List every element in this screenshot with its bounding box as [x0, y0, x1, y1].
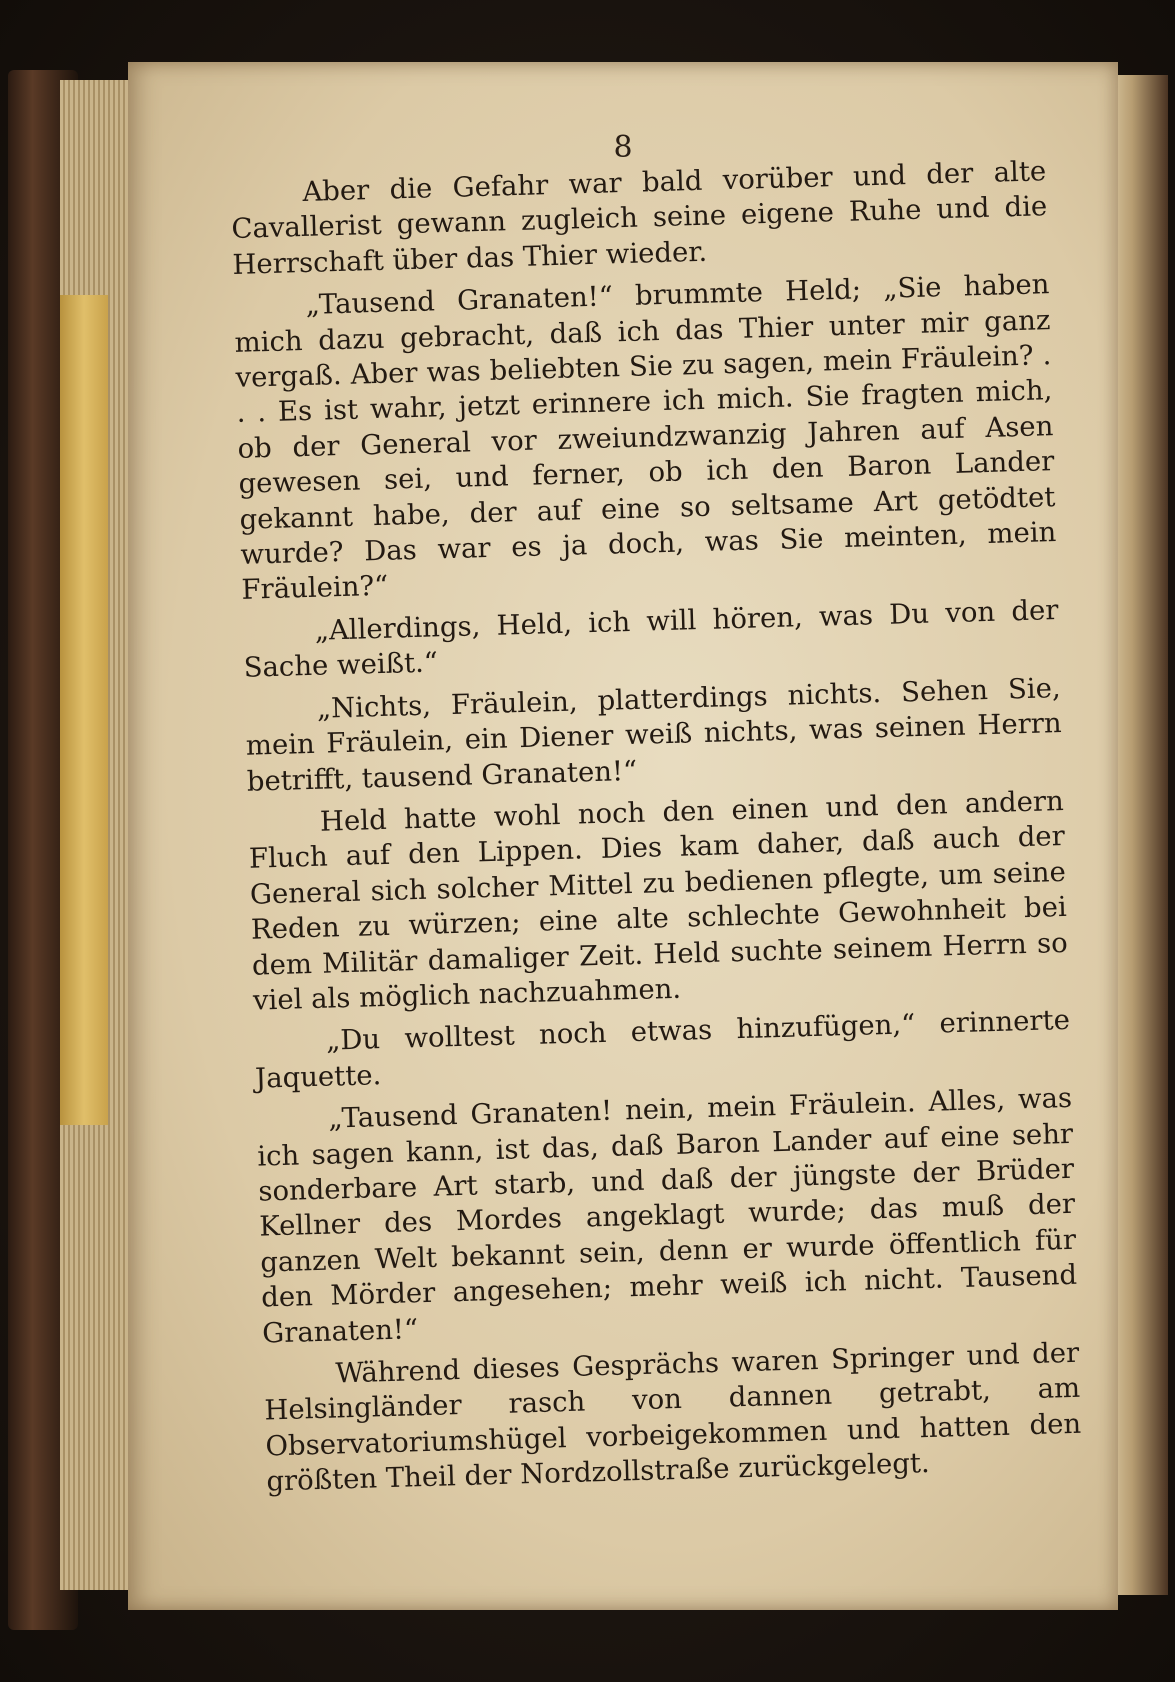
paragraph: Held hatte wohl noch den einen und den andern Fluch auf den Lippen. Dies kam daher, daß auch der General sich solcher Mittel zu bedienen pflegte, um seine Reden zu würzen; eine alte schlechte Gewohnheit bei dem Militär damaliger Zeit. Held suchte seinem Herrn so viel als möglich nachzuahmen. — [248, 784, 1069, 1017]
body-text — [230, 154, 1083, 1507]
paragraph: „Du wolltest noch etwas hinzufügen,“ erinnerte Jaquette. — [254, 1004, 1071, 1095]
paragraph: „Nichts, Fräulein, platterdings nichts. Sehen Sie, mein Fräulein, ein Diener weiß nichts, was seinen Herrn betrifft, tausend Granaten!“ — [245, 671, 1063, 798]
book-page — [128, 62, 1118, 1610]
paragraph: Aber die Gefahr war bald vorüber und der alte Cavallerist gewann zugleich seine eigene Ruhe und die Herrschaft über das Thier wieder. — [231, 155, 1048, 281]
paragraph: „Allerdings, Held, ich will hören, was Du von der Sache weißt.“ — [243, 593, 1059, 685]
paragraph: „Tausend Granaten!“ brummte Held; „Sie haben mich dazu gebracht, daß ich das Thier unter mir ganz vergaß. Aber was beliebten Sie zu sagen, mein Fräulein? . . . Es ist wahr, jetzt erinnere ich mich. Sie fragten mich, ob der General vor zweiundzwanzig Jahren auf Asen gewesen sei, und ferner, ob ich den Baron Lander gekannt habe, der auf eine so seltsame Art getödtet wurde? Das war es ja doch, was Sie meinten, mein Fräulein?“ — [234, 268, 1057, 607]
page-number: 8 — [613, 130, 633, 165]
paragraph: „Tausend Granaten! nein, mein Fräulein. Alles, was ich sagen kann, ist das, daß Baron Lander auf eine sehr sonderbare Art starb, und daß der jüngste der Brüder Kellner des Mordes angeklagt wurde; das muß der ganzen Welt bekannt sein, denn er wurde öffentlich für den Mörder angesehen; mehr weiß ich nicht. Tausend Granaten!“ — [256, 1082, 1078, 1350]
paragraph: Während dieses Gesprächs waren Springer und der Helsingländer rasch von dannen getrabt, am Observatoriumshügel vorbeigekommen und hatten den größten Theil der Nordzollstraße zurückgelegt. — [264, 1336, 1082, 1498]
bookmark-ribbon — [60, 295, 108, 1125]
